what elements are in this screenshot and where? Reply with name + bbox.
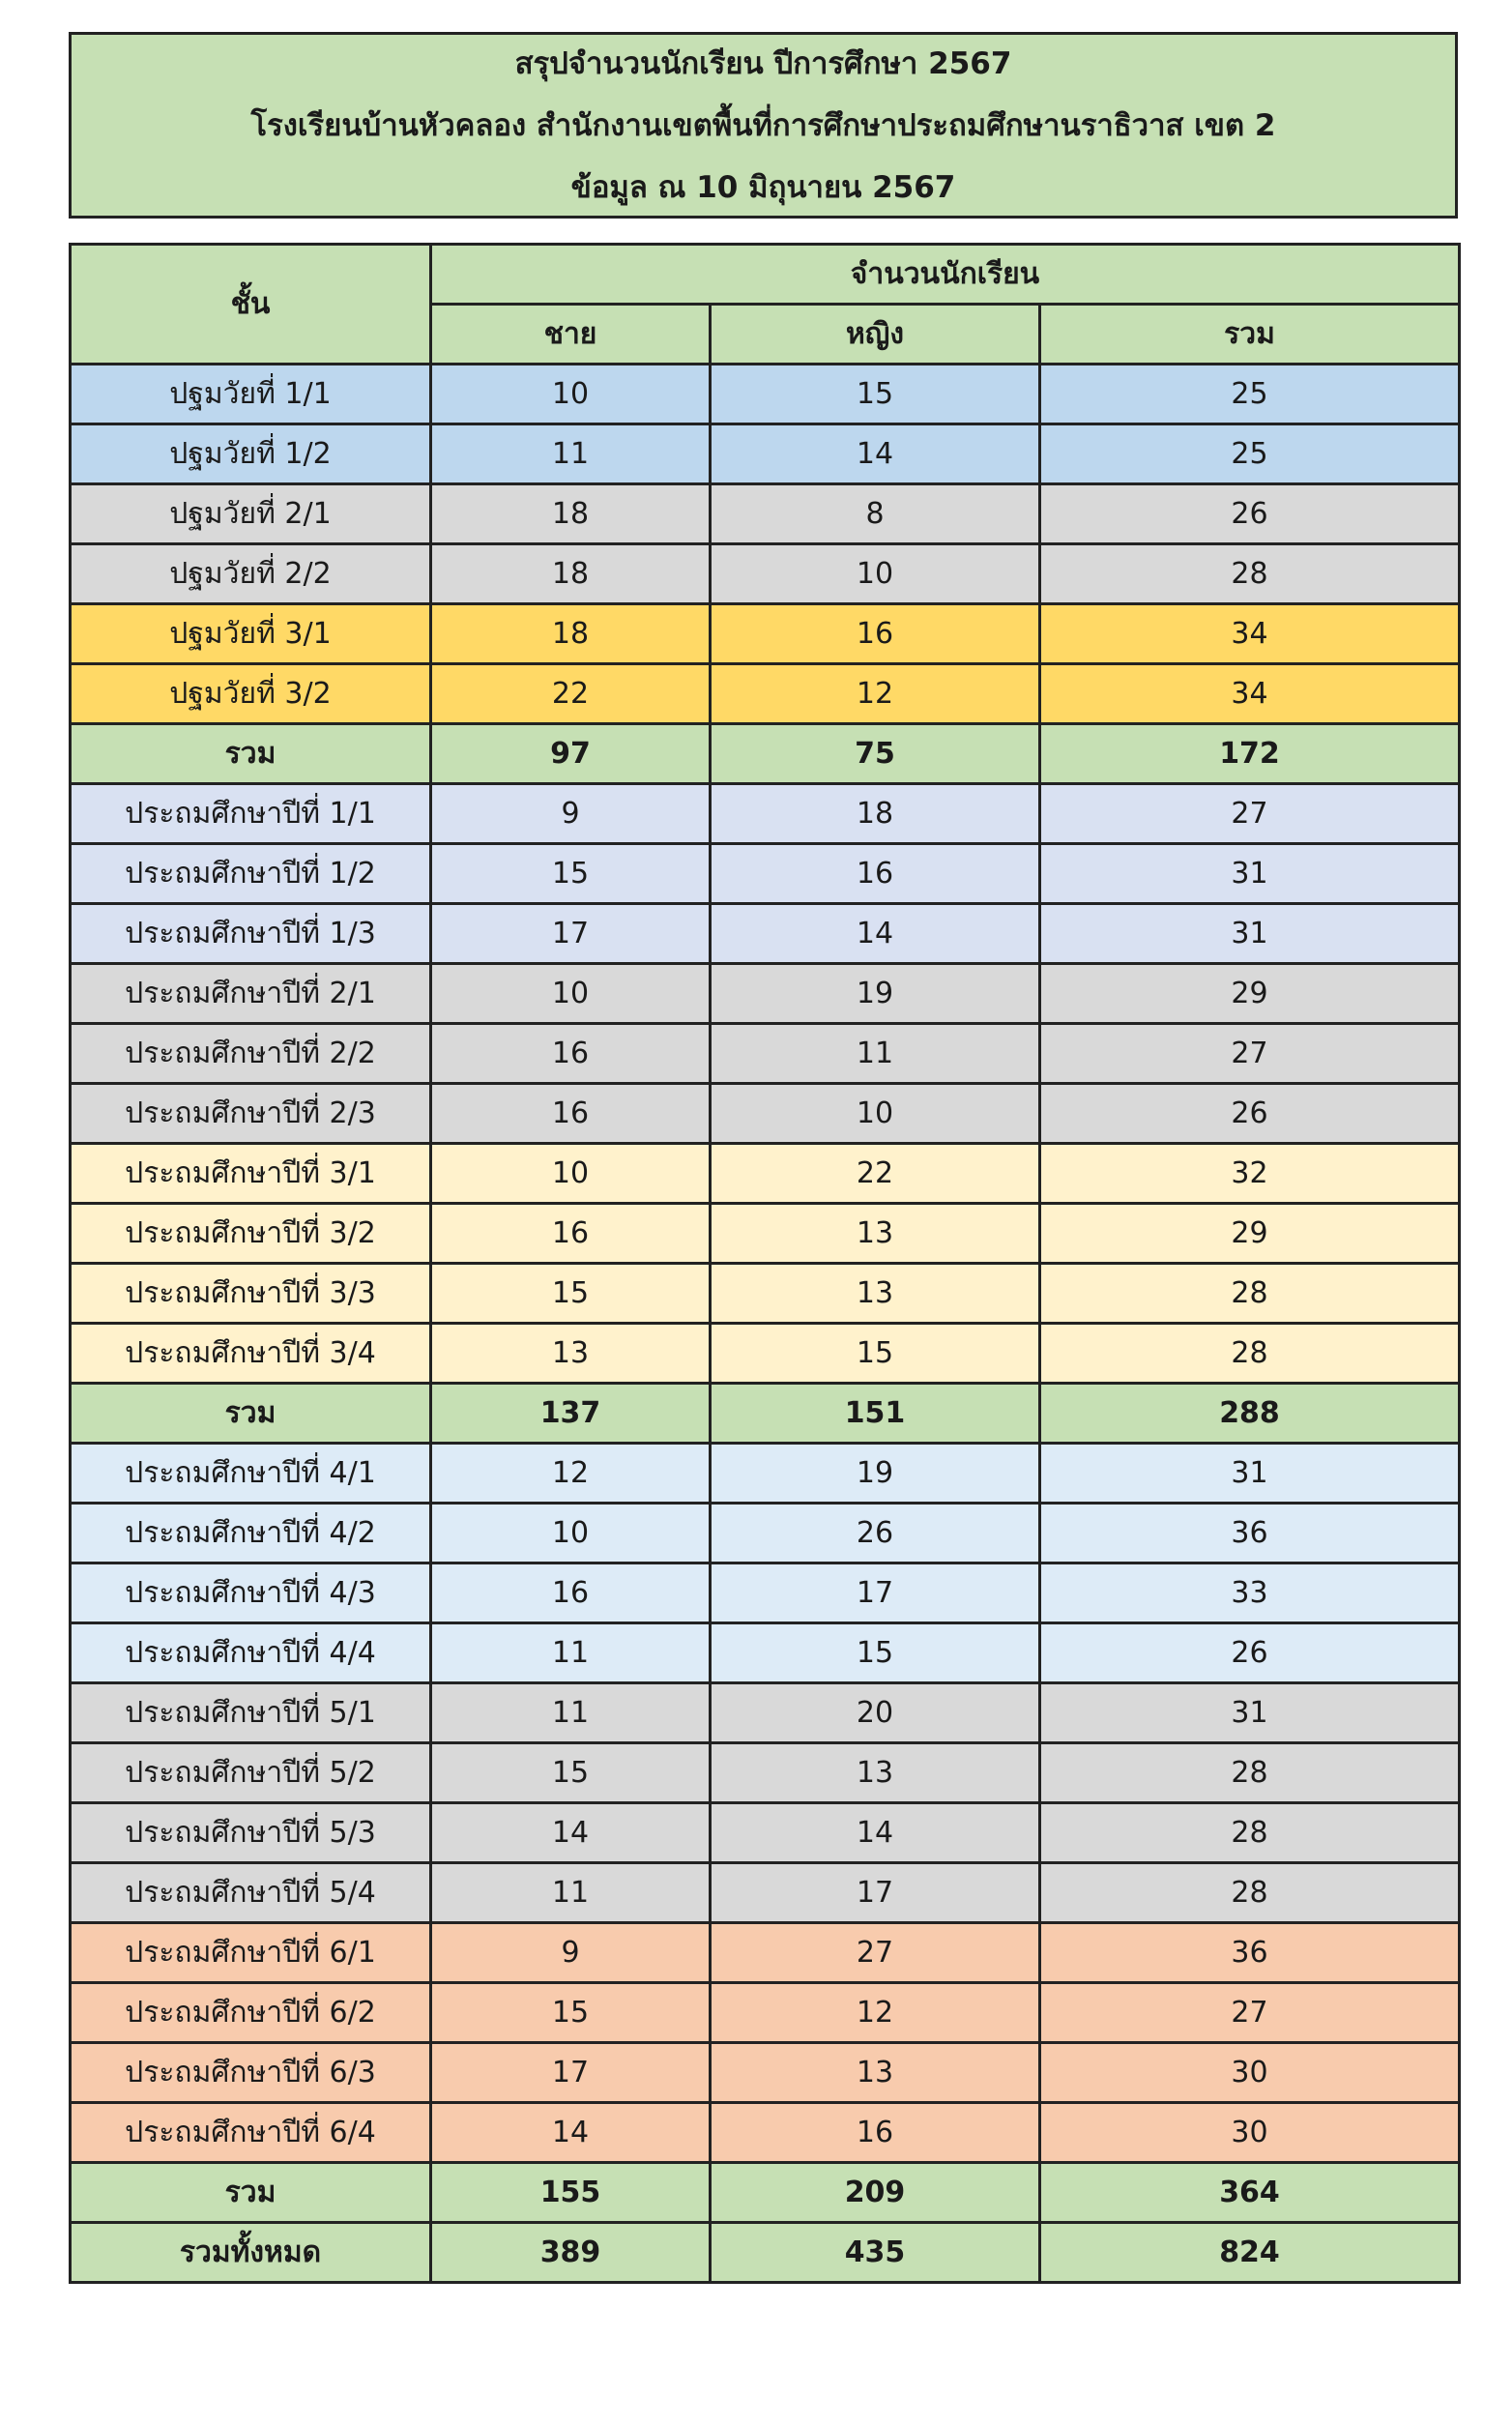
female-cell: 16 [711, 2103, 1040, 2163]
total-cell: 27 [1040, 784, 1460, 844]
female-cell: 8 [711, 484, 1040, 544]
male-cell: 10 [431, 1504, 711, 1563]
female-cell: 19 [711, 964, 1040, 1024]
school-name: โรงเรียนบ้านหัวคลอง สำนักงานเขตพื้นที่การศึกษาประถมศึกษานราธิวาส เขต 2 [250, 107, 1276, 143]
class-cell: ปฐมวัยที่ 2/1 [71, 484, 431, 544]
table-row [71, 1683, 1460, 1743]
male-cell: 14 [431, 2103, 711, 2163]
class-cell: ประถมศึกษาปีที่ 1/1 [71, 784, 431, 844]
total-cell: 29 [1040, 964, 1460, 1024]
total-cell: 33 [1040, 1563, 1460, 1623]
table-row [71, 1144, 1460, 1204]
summary-row [71, 2223, 1460, 2283]
male-cell: 16 [431, 1024, 711, 1084]
class-cell: ปฐมวัยที่ 3/1 [71, 604, 431, 664]
male-cell: 11 [431, 1863, 711, 1923]
female-cell: 15 [711, 1623, 1040, 1683]
total-cell: 288 [1040, 1384, 1460, 1444]
table-row [71, 1983, 1460, 2043]
male-cell: 16 [431, 1204, 711, 1264]
class-cell: ประถมศึกษาปีที่ 6/4 [71, 2103, 431, 2163]
female-cell: 12 [711, 1983, 1040, 2043]
female-cell: 75 [711, 724, 1040, 784]
total-cell: 824 [1040, 2223, 1460, 2283]
table-body [71, 365, 1460, 2283]
total-cell: 30 [1040, 2103, 1460, 2163]
total-cell: 28 [1040, 1264, 1460, 1324]
class-cell: ประถมศึกษาปีที่ 5/4 [71, 1863, 431, 1923]
class-cell: ประถมศึกษาปีที่ 5/3 [71, 1803, 431, 1863]
class-cell: ปฐมวัยที่ 1/2 [71, 424, 431, 484]
female-cell: 435 [711, 2223, 1040, 2283]
female-cell: 13 [711, 2043, 1040, 2103]
total-cell: 28 [1040, 1743, 1460, 1803]
male-cell: 18 [431, 604, 711, 664]
male-cell: 389 [431, 2223, 711, 2283]
male-cell: 16 [431, 1084, 711, 1144]
male-cell: 10 [431, 964, 711, 1024]
female-cell: 17 [711, 1863, 1040, 1923]
female-cell: 14 [711, 904, 1040, 964]
table-row [71, 1264, 1460, 1324]
table-row [71, 1084, 1460, 1144]
female-cell: 12 [711, 664, 1040, 724]
male-cell: 15 [431, 1264, 711, 1324]
male-cell: 11 [431, 424, 711, 484]
report-title-box [69, 32, 1458, 219]
table-row [71, 1863, 1460, 1923]
table-row [71, 964, 1460, 1024]
male-cell: 9 [431, 1923, 711, 1983]
male-cell: 137 [431, 1384, 711, 1444]
total-cell: 28 [1040, 544, 1460, 604]
total-cell: 31 [1040, 844, 1460, 904]
table-row [71, 1563, 1460, 1623]
male-cell: 155 [431, 2163, 711, 2223]
summary-row [71, 724, 1460, 784]
table-row [71, 664, 1460, 724]
header-class: ชั้น [71, 245, 431, 365]
female-cell: 22 [711, 1144, 1040, 1204]
total-cell: 34 [1040, 604, 1460, 664]
total-cell: 26 [1040, 1084, 1460, 1144]
male-cell: 9 [431, 784, 711, 844]
class-cell: ปฐมวัยที่ 3/2 [71, 664, 431, 724]
male-cell: 11 [431, 1683, 711, 1743]
male-cell: 11 [431, 1623, 711, 1683]
total-cell: 27 [1040, 1024, 1460, 1084]
table-row [71, 1623, 1460, 1683]
male-cell: 13 [431, 1324, 711, 1384]
class-cell: ประถมศึกษาปีที่ 4/1 [71, 1444, 431, 1504]
class-cell: รวม [71, 724, 431, 784]
class-cell: ประถมศึกษาปีที่ 6/2 [71, 1983, 431, 2043]
report-title: สรุปจำนวนนักเรียน ปีการศึกษา 2567 [514, 45, 1012, 81]
female-cell: 16 [711, 604, 1040, 664]
table-row [71, 1024, 1460, 1084]
class-cell: ประถมศึกษาปีที่ 4/3 [71, 1563, 431, 1623]
male-cell: 18 [431, 484, 711, 544]
female-cell: 19 [711, 1444, 1040, 1504]
total-cell: 32 [1040, 1144, 1460, 1204]
class-cell: รวมทั้งหมด [71, 2223, 431, 2283]
male-cell: 18 [431, 544, 711, 604]
table-row [71, 904, 1460, 964]
female-cell: 10 [711, 544, 1040, 604]
female-cell: 13 [711, 1743, 1040, 1803]
class-cell: ประถมศึกษาปีที่ 2/2 [71, 1024, 431, 1084]
header-student-count: จำนวนนักเรียน [431, 245, 1460, 305]
total-cell: 27 [1040, 1983, 1460, 2043]
total-cell: 172 [1040, 724, 1460, 784]
total-cell: 34 [1040, 664, 1460, 724]
table-row [71, 1504, 1460, 1563]
header-total: รวม [1040, 305, 1460, 365]
female-cell: 11 [711, 1024, 1040, 1084]
table-row [71, 1324, 1460, 1384]
table-row [71, 784, 1460, 844]
class-cell: ประถมศึกษาปีที่ 4/4 [71, 1623, 431, 1683]
female-cell: 14 [711, 1803, 1040, 1863]
total-cell: 28 [1040, 1863, 1460, 1923]
total-cell: 26 [1040, 484, 1460, 544]
total-cell: 31 [1040, 904, 1460, 964]
total-cell: 28 [1040, 1803, 1460, 1863]
male-cell: 16 [431, 1563, 711, 1623]
female-cell: 14 [711, 424, 1040, 484]
female-cell: 15 [711, 1324, 1040, 1384]
table-row [71, 1803, 1460, 1863]
table-row [71, 844, 1460, 904]
table-row [71, 1743, 1460, 1803]
total-cell: 31 [1040, 1683, 1460, 1743]
table-row [71, 1444, 1460, 1504]
summary-row [71, 1384, 1460, 1444]
class-cell: ประถมศึกษาปีที่ 3/1 [71, 1144, 431, 1204]
header-female: หญิง [711, 305, 1040, 365]
male-cell: 15 [431, 1743, 711, 1803]
table-row [71, 544, 1460, 604]
class-cell: ประถมศึกษาปีที่ 1/3 [71, 904, 431, 964]
male-cell: 10 [431, 365, 711, 424]
table-row [71, 424, 1460, 484]
female-cell: 27 [711, 1923, 1040, 1983]
student-count-table [69, 243, 1461, 2284]
class-cell: ประถมศึกษาปีที่ 2/1 [71, 964, 431, 1024]
table-row [71, 604, 1460, 664]
header-male: ชาย [431, 305, 711, 365]
male-cell: 15 [431, 1983, 711, 2043]
total-cell: 26 [1040, 1623, 1460, 1683]
class-cell: ประถมศึกษาปีที่ 3/4 [71, 1324, 431, 1384]
total-cell: 30 [1040, 2043, 1460, 2103]
table-row [71, 365, 1460, 424]
male-cell: 14 [431, 1803, 711, 1863]
table-row [71, 1923, 1460, 1983]
male-cell: 17 [431, 904, 711, 964]
female-cell: 18 [711, 784, 1040, 844]
summary-row [71, 2163, 1460, 2223]
total-cell: 29 [1040, 1204, 1460, 1264]
data-date: ข้อมูล ณ 10 มิถุนายน 2567 [570, 169, 956, 205]
table-row [71, 484, 1460, 544]
female-cell: 13 [711, 1264, 1040, 1324]
class-cell: ประถมศึกษาปีที่ 2/3 [71, 1084, 431, 1144]
total-cell: 31 [1040, 1444, 1460, 1504]
class-cell: ประถมศึกษาปีที่ 1/2 [71, 844, 431, 904]
female-cell: 151 [711, 1384, 1040, 1444]
female-cell: 17 [711, 1563, 1040, 1623]
female-cell: 15 [711, 365, 1040, 424]
class-cell: รวม [71, 1384, 431, 1444]
class-cell: ประถมศึกษาปีที่ 6/3 [71, 2043, 431, 2103]
class-cell: ประถมศึกษาปีที่ 5/2 [71, 1743, 431, 1803]
total-cell: 36 [1040, 1923, 1460, 1983]
total-cell: 25 [1040, 365, 1460, 424]
class-cell: รวม [71, 2163, 431, 2223]
male-cell: 10 [431, 1144, 711, 1204]
female-cell: 20 [711, 1683, 1040, 1743]
female-cell: 16 [711, 844, 1040, 904]
total-cell: 25 [1040, 424, 1460, 484]
male-cell: 22 [431, 664, 711, 724]
class-cell: ประถมศึกษาปีที่ 6/1 [71, 1923, 431, 1983]
female-cell: 209 [711, 2163, 1040, 2223]
total-cell: 364 [1040, 2163, 1460, 2223]
class-cell: ประถมศึกษาปีที่ 3/3 [71, 1264, 431, 1324]
female-cell: 13 [711, 1204, 1040, 1264]
female-cell: 10 [711, 1084, 1040, 1144]
total-cell: 36 [1040, 1504, 1460, 1563]
class-cell: ประถมศึกษาปีที่ 5/1 [71, 1683, 431, 1743]
table-row [71, 2103, 1460, 2163]
male-cell: 17 [431, 2043, 711, 2103]
class-cell: ประถมศึกษาปีที่ 4/2 [71, 1504, 431, 1563]
male-cell: 97 [431, 724, 711, 784]
header-row-1 [71, 245, 1460, 305]
total-cell: 28 [1040, 1324, 1460, 1384]
class-cell: ประถมศึกษาปีที่ 3/2 [71, 1204, 431, 1264]
female-cell: 26 [711, 1504, 1040, 1563]
male-cell: 12 [431, 1444, 711, 1504]
male-cell: 15 [431, 844, 711, 904]
class-cell: ปฐมวัยที่ 1/1 [71, 365, 431, 424]
class-cell: ปฐมวัยที่ 2/2 [71, 544, 431, 604]
table-row [71, 1204, 1460, 1264]
table-row [71, 2043, 1460, 2103]
